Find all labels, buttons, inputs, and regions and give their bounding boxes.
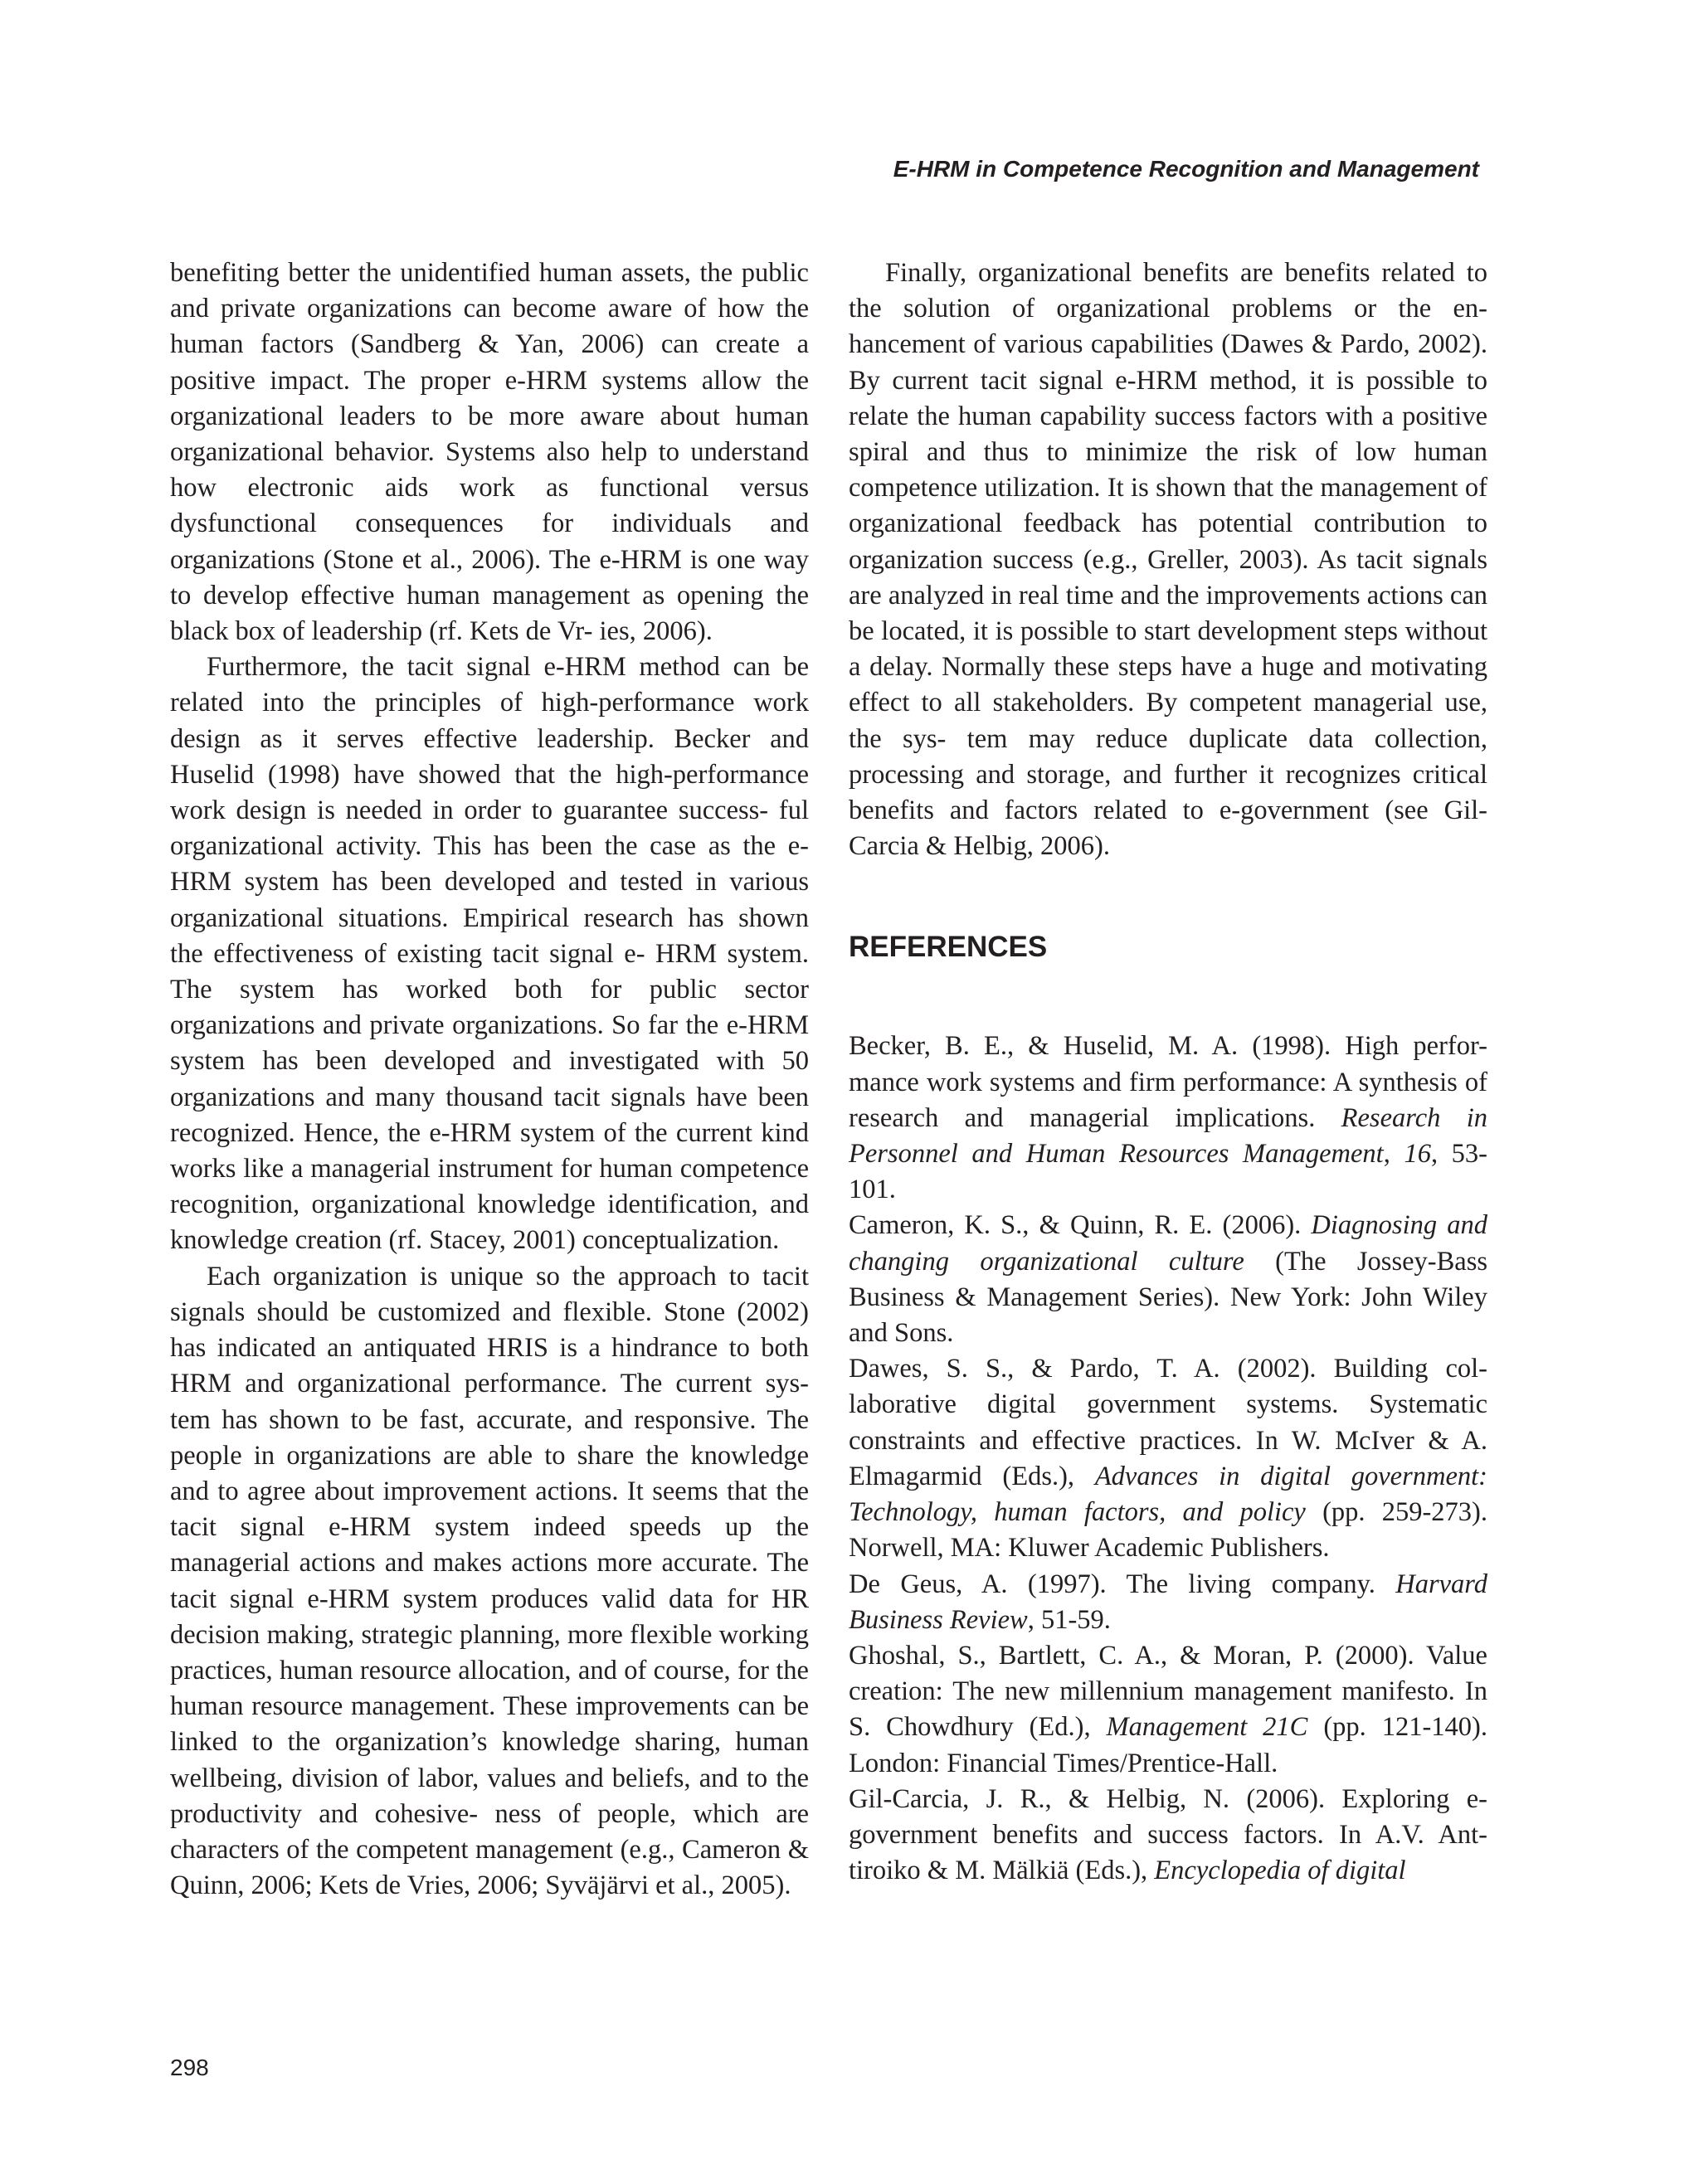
reference-title: Harvard Business Review bbox=[849, 1569, 1487, 1635]
reference-text: , 53-101. bbox=[849, 1139, 1487, 1205]
page-number: 298 bbox=[170, 2055, 209, 2080]
references-heading: REFERENCES bbox=[849, 931, 1048, 964]
reference-entry bbox=[849, 1208, 1487, 1351]
body-paragraph: Furthermore, the tacit signal e-HRM method can be related into the principles of high-performance work design as it serves effective leadership. Becker and Huselid (1998) have showed that the high-performance work design is needed in order to guarantee success- ful organizational activity. This has been the case as the e-HRM system has been developed and tested in various organizational situations. Empirical research has shown the effectiveness of existing tacit signal e- HRM system. The system has worked both for public sector organizations and private organizations. So far the e-HRM system has been developed and investigated with 50 organizations and many thousand tacit signals have been recognized. Hence, the e-HRM system of the current kind works like a managerial instrument for human competence recognition, organizational knowledge identification, and knowledge creation (rf. Stacey, 2001) conceptualization. bbox=[170, 652, 809, 1256]
reference-text: , 51-59. bbox=[1027, 1604, 1111, 1635]
reference-title: Encyclopedia of digital bbox=[1154, 1856, 1406, 1886]
reference-title: Research in Personnel and Human Resources Management bbox=[849, 1102, 1487, 1170]
reference-text: Becker, B. E., & Huselid, M. A. (1998). High perfor- mance work systems and firm performance: A synthesis of research and managerial implications. bbox=[849, 1031, 1487, 1133]
reference-text: (pp. 259-273). Norwell, MA: Kluwer Academic Publishers. bbox=[849, 1497, 1487, 1564]
reference-entry bbox=[849, 1351, 1487, 1566]
reference-text: Gil-Carcia, J. R., & Helbig, N. (2006). Exploring e- government benefits and success factors. In A.V. Ant- tiroiko & M. Mälkiä (Eds.), bbox=[849, 1783, 1487, 1886]
body-paragraph: Each organization is unique so the approach to tacit signals should be customized and flexible. Stone (2002) has indicated an antiquated HRIS is a hindrance to both HRM and organizational performance. The current sys- tem has shown to be fast, accurate, and responsive. The people in organizations are able to share the knowledge and to agree about improvement actions. It seems that the tacit signal e-HRM system indeed speeds up the managerial actions and makes actions more accurate. The tacit signal e-HRM system produces valid data for HR decision making, strategic planning, more flexible working practices, human resource allocation, and of course, for the human resource management. These improvements can be linked to the organization’s knowledge sharing, human wellbeing, division of labor, values and beliefs, and to the productivity and cohesive- ness of people, which are characters of the competent management (e.g., Cameron & Quinn, 2006; Kets de Vries, 2006; Syväjärvi et al., 2005). bbox=[170, 1261, 809, 1901]
reference-text: (The Jossey-Bass Business & Management Series). New York: John Wiley and Sons. bbox=[849, 1246, 1487, 1349]
reference-entry bbox=[849, 1567, 1487, 1638]
reference-title: Management 21C bbox=[1106, 1712, 1308, 1743]
body-paragraph: benefiting better the unidentified human assets, the public and private organizations can become aware of how the human factors (Sandberg & Yan, 2006) can create a positive impact. The proper e-HRM systems allow the organizational leaders to be more aware about human organizational behavior. Systems also help to understand how electronic aids work as functional versus dysfunctional consequences for individuals and organizations (Stone et al., 2006). The e-HRM is one way to develop effective human management as opening the black box of leadership (rf. Kets de Vr- ies, 2006). bbox=[170, 258, 809, 647]
running-head: E-HRM in Competence Recognition and Management bbox=[893, 156, 1479, 182]
reference-text: , bbox=[1383, 1139, 1404, 1170]
reference-title: Advances in digital government: Technology, human factors, and policy bbox=[849, 1461, 1487, 1528]
right-column bbox=[849, 255, 1487, 1889]
reference-title: Diagnosing and changing organizational culture bbox=[849, 1210, 1487, 1277]
body-paragraph: Finally, organizational benefits are benefits related to the solution of organizational problems or the en- hancement of various capabilities (Dawes & Pardo, 2002). By current tacit signal e-HRM method, it is possible to relate the human capability success factors with a positive spiral and thus to minimize the risk of low human competence utilization. It is shown that the management of organizational feedback has potential contribution to organization success (e.g., Greller, 2003). As tacit signals are analyzed in real time and the improvements actions can be located, it is possible to start development steps without a delay. Normally these steps have a huge and motivating effect to all stakeholders. By competent managerial use, the sys- tem may reduce duplicate data collection, processing and storage, and further it recognizes critical benefits and factors related to e-government (see Gil-Carcia & Helbig, 2006). bbox=[849, 258, 1487, 862]
reference-entry bbox=[849, 1029, 1487, 1208]
reference-entry bbox=[849, 1782, 1487, 1890]
reference-volume: 16 bbox=[1404, 1139, 1431, 1170]
reference-text: Cameron, K. S., & Quinn, R. E. (2006). bbox=[849, 1210, 1312, 1241]
reference-list bbox=[849, 1029, 1487, 1889]
reference-entry bbox=[849, 1638, 1487, 1782]
reference-text: Dawes, S. S., & Pardo, T. A. (2002). Building col- laborative digital government systems. Systematic constraints and effective practices. In W. McIver & A. Elmagarmid (Eds.), bbox=[849, 1354, 1487, 1491]
reference-text: De Geus, A. (1997). The living company. bbox=[849, 1569, 1396, 1599]
reference-text: Ghoshal, S., Bartlett, C. A., & Moran, P. (2000). Value creation: The new millennium management manifesto. In S. Chowdhury (Ed.), bbox=[849, 1640, 1487, 1743]
reference-text: (pp. 121-140). London: Financial Times/Prentice-Hall. bbox=[849, 1712, 1487, 1778]
left-column bbox=[170, 255, 809, 1904]
